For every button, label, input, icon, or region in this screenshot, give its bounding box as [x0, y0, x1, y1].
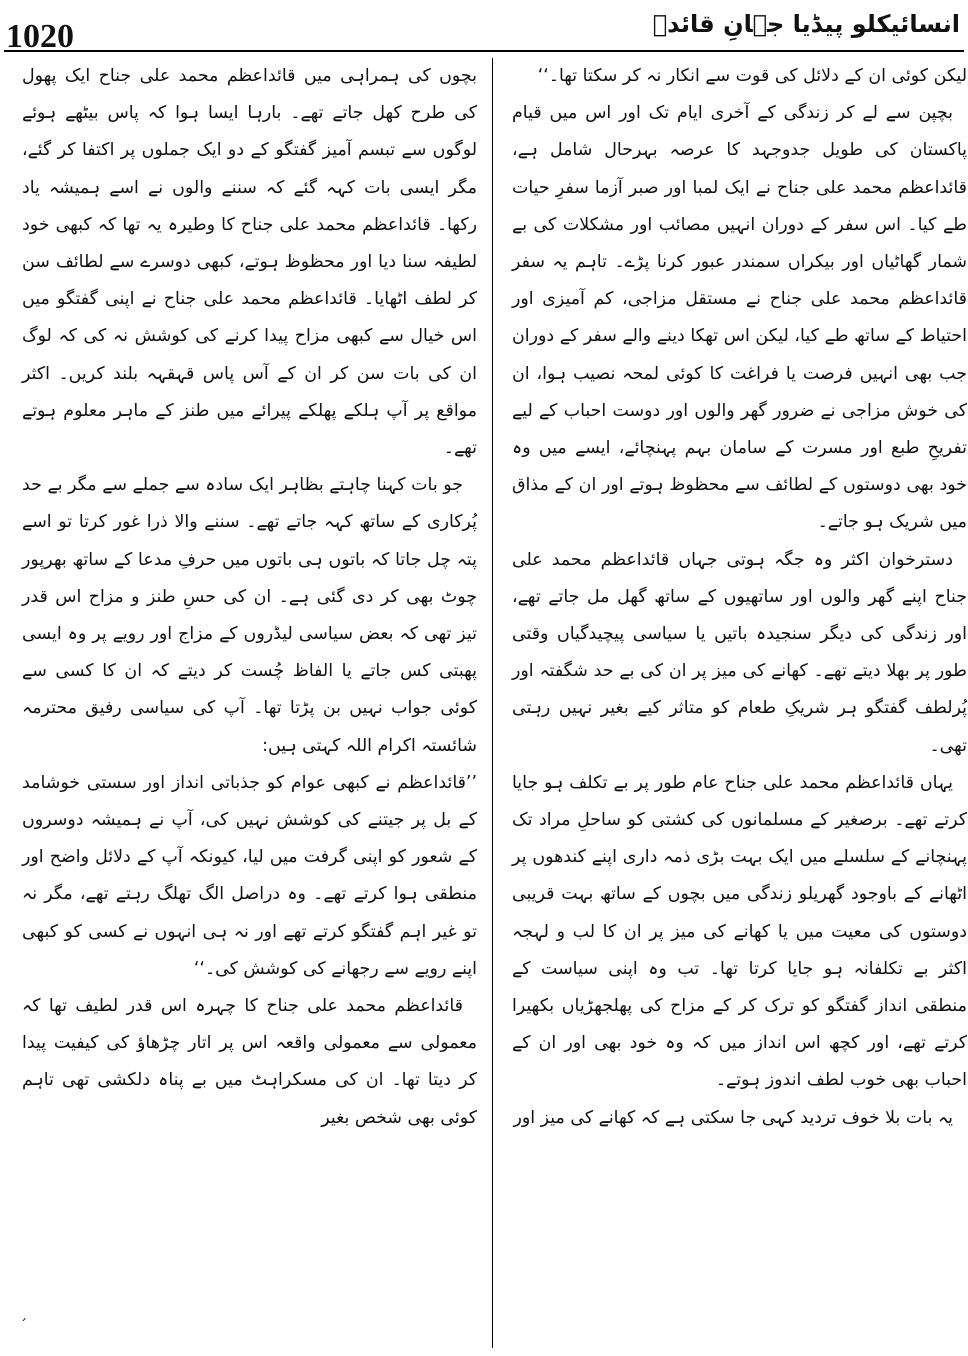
paragraph: بچوں کی ہمراہی میں قائداعظم محمد علی جناح ایک پھول کی طرح کھل جاتے تھے۔ بارہا ایسا ہوا کہ پاس بیٹھے ہوئے لوگوں سے تبسم آمیز گفتگو کے دو ایک جملوں پر اکتفا کر گئے، مگر ایسی بات کہہ گئے کہ سننے والوں نے اسے ہمیشہ یاد رکھا۔ قائداعظم محمد علی جناح کا وطیرہ یہ تھا کہ کبھی خود لطیفہ سنا دیا اور محظوظ ہوتے، کبھی دوسرے سے لطائف سن کر لطف اٹھایا۔ قائداعظم محمد علی جناح نے اپنی گفتگو میں اس خیال سے کبھی مزاح پیدا کرنے کی کوشش نہ کی کہ لوگ ان کی بات سن کر ان کے آس پاس قہقہہ بلند کریں۔ اکثر مواقع پر آپ ہلکے پھلکے پیرائے میں طنز کے ماہر معلوم ہوتے تھے۔	[22, 66, 477, 459]
column-divider	[492, 58, 493, 1348]
paragraph: جو بات کہنا چاہتے بظاہر ایک سادہ سے جملے سے مگر بے حد پُرکاری کے ساتھ کہہ جاتے تھے۔ سننے والا ذرا غور کرتا تو اسے پتہ چل جاتا کہ باتوں ہی باتوں میں حرفِ مدعا کے ساتھ بھرپور چوٹ بھی کر دی گئی ہے۔ ان کی حسِ طنز و مزاح اس قدر تیز تھی کہ بعض سیاسی لیڈروں کے مزاج اور رویے پر وہ ایسی پھبتی کس جاتے یا الفاظ چُست کر دیتے کہ ان کا کسی سے کوئی جواب نہیں بن پڑتا تھا۔ آپ کی سیاسی رفیق محترمہ شائستہ اکرام اللہ کہتی ہیں:	[22, 475, 477, 756]
left-column	[22, 58, 477, 1137]
paragraph: بچپن سے لے کر زندگی کے آخری ایام تک اور اس میں قیام پاکستان کی طویل جدوجہد کا عرصہ بہرحال شامل ہے، قائداعظم محمد علی جناح نے ایک لمبا اور صبر آزما سفرِ حیات طے کیا۔ اس سفر کے دوران انہیں مصائب اور مشکلات کی بے شمار گھاٹیاں اور بیکراں سمندر عبور کرنا پڑے۔ تاہم یہ سفر قائداعظم محمد علی جناح نے مستقل مزاجی، کم آمیزی اور احتیاط کے ساتھ طے کیا، لیکن اس تھکا دینے والے سفر کے دوران جب بھی انہیں فرصت یا فراغت کا کوئی لمحہ نصیب ہوا، ان کی خوش مزاجی نے ضرور گھر والوں اور دوست احباب کے لیے تفریحِ طبع اور مسرت کے سامان بہم پہنچائے، ایسے میں وہ خود بھی دوستوں کے لطائف سے محظوظ ہوتے اور ان کے مذاق میں شریک ہو جاتے۔	[512, 103, 967, 533]
margin-mark: ˊ	[20, 1318, 27, 1334]
header-rule	[4, 50, 964, 52]
block-quote: ’’قائداعظم نے کبھی عوام کو جذباتی انداز اور سستی خوشامد کے بل پر جیتنے کی کوشش نہیں کی، آپ نے ہمیشہ دوسروں کے شعور کو اپنی گرفت میں لیا، کیونکہ آپ کے دلائل واضح اور منطقی ہوا کرتے تھے۔ وہ دراصل الگ تھلگ رہتے تھے، مگر نہ تو غیر اہم گفتگو کرتے تھے اور نہ ہی انہوں نے کسی کو کبھی اپنے رویے سے رجھانے کی کوشش کی۔‘‘	[22, 772, 477, 979]
running-title: انسائیکلو پیڈیا جہانِ قائدؒ	[652, 10, 960, 38]
paragraph: لیکن کوئی ان کے دلائل کی قوت سے انکار نہ کر سکتا تھا۔‘‘	[537, 66, 967, 86]
paragraph: قائداعظم محمد علی جناح کا چہرہ اس قدر لطیف تھا کہ معمولی سے معمولی واقعہ اس پر اتار چڑھاؤ کی کیفیت پیدا کر دیتا تھا۔ ان کی مسکراہٹ میں بے پناہ دلکشی تھی تاہم کوئی بھی شخص بغیر	[22, 996, 477, 1128]
paragraph: یہ بات بلا خوف تردید کہی جا سکتی ہے کہ کھانے کی میز اور	[513, 1107, 953, 1128]
paragraph: دسترخوان اکثر وہ جگہ ہوتی جہاں قائداعظم محمد علی جناح اپنے گھر والوں اور ساتھیوں کے ساتھ گھل مل جاتے تھے، اور زندگی کی دیگر سنجیدہ باتیں یا سیاسی پیچیدگیاں وقتی طور پر بھلا دیتے تھے۔ کھانے کی میز پر ان کی بے حد شگفتہ اور پُرلطف گفتگو ہر شریکِ طعام کو متاثر کیے بغیر نہیں رہتی تھی۔	[512, 549, 967, 756]
paragraph: یہاں قائداعظم محمد علی جناح عام طور پر بے تکلف ہو جایا کرتے تھے۔ برصغیر کے مسلمانوں کی کشتی کو ساحلِ مراد تک پہنچانے کے سلسلے میں ایک بہت بڑی ذمہ داری اپنے کندھوں پر اٹھانے کے باوجود گھریلو زندگی میں بچوں کے ساتھ بہت قریبی دوستوں کی معیت میں یا کھانے کی میز پر ان کا لب و لہجہ اکثر بے تکلفانہ ہو جایا کرتا تھا۔ تب وہ اپنی سیاست کے منطقی انداز گفتگو کو ترک کر کے مزاح کی پھلجھڑیاں بکھیرا کرتے تھے، اور کچھ اس انداز میں کہ وہ خود بھی اور ان کے احباب بھی خوب لطف اندوز ہوتے۔	[512, 772, 967, 1091]
right-column	[512, 58, 967, 1137]
page-number: 1020	[6, 18, 74, 55]
